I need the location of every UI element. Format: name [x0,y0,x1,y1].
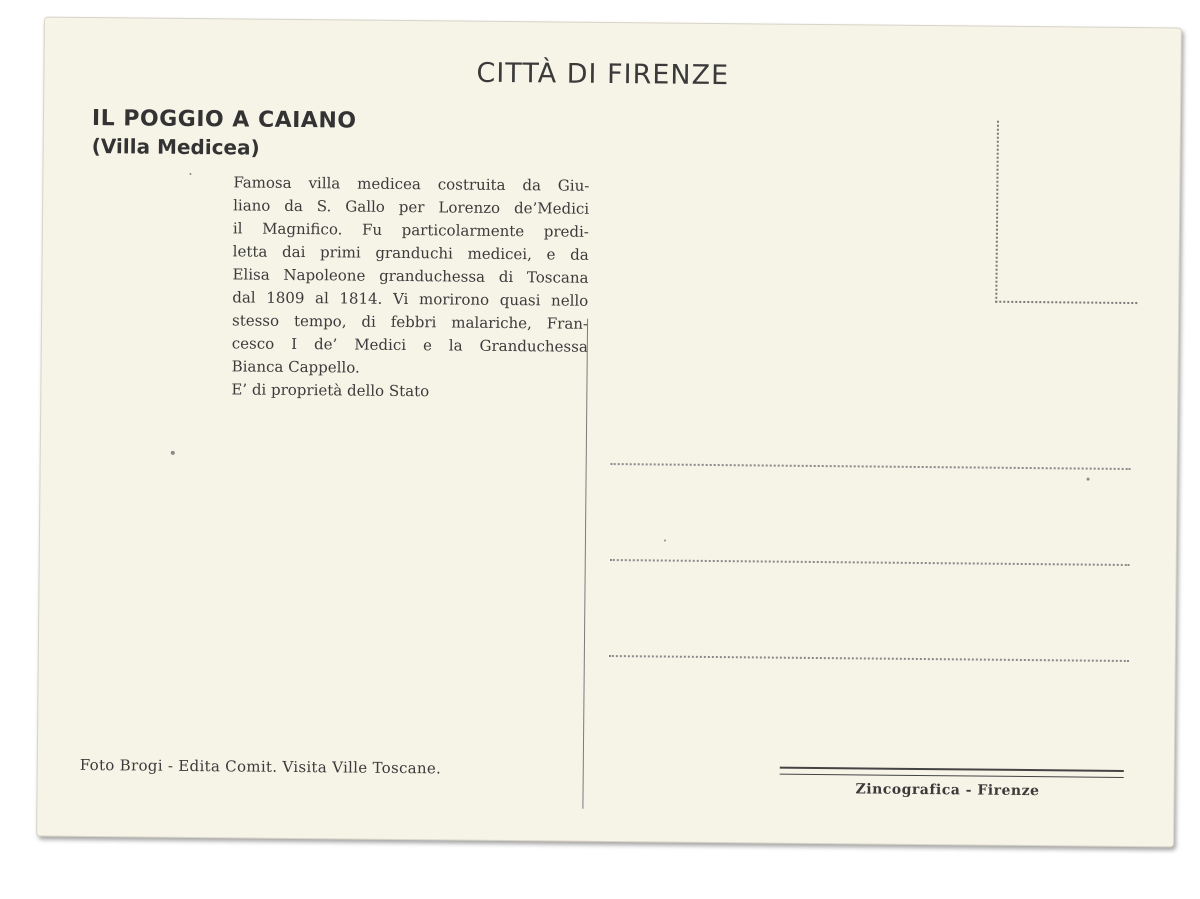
description-line: E’ di proprietà dello Stato [231,380,430,401]
description-line: Elisa Napoleone granduchessa di Toscana [232,265,589,287]
place-title: IL POGGIO A CAIANO [91,106,357,134]
description-line: il Magnifico. Fu particolarmente predi- [232,219,590,241]
description-text [231,171,589,404]
stamp-box [995,121,1139,304]
place-subtitle: (Villa Medicea) [91,134,260,160]
printer-credit: Zincografica - Firenze [855,781,1040,800]
description-line: cesco I de’ Medici e la Granduchessa [231,334,588,356]
paper-speck [1087,478,1090,481]
paper-speck [664,540,666,542]
description-line: Bianca Cappello. [231,357,360,377]
description-line: liano da S. Gallo per Lorenzo de’Medici [233,196,590,218]
address-line-3 [609,655,1129,662]
description-line: Famosa villa medicea costruita da Giu- [233,173,590,195]
description-line: dal 1809 al 1814. Vi morirono quasi nello [232,288,589,310]
photo-credit: Foto Brogi - Edita Comit. Visita Ville Toscane. [79,755,442,778]
city-header: CITTÀ DI FIRENZE [476,57,730,92]
description-line: stesso tempo, di febbri malariche, Fran- [231,311,589,333]
address-line-1 [611,463,1131,470]
paper-speck [189,173,191,175]
postcard-back [36,17,1182,848]
printer-rule [780,767,1124,778]
description-line: letta dai primi granduchi medicei, e da [232,242,589,264]
paper-speck [171,451,175,455]
address-line-2 [610,559,1130,566]
